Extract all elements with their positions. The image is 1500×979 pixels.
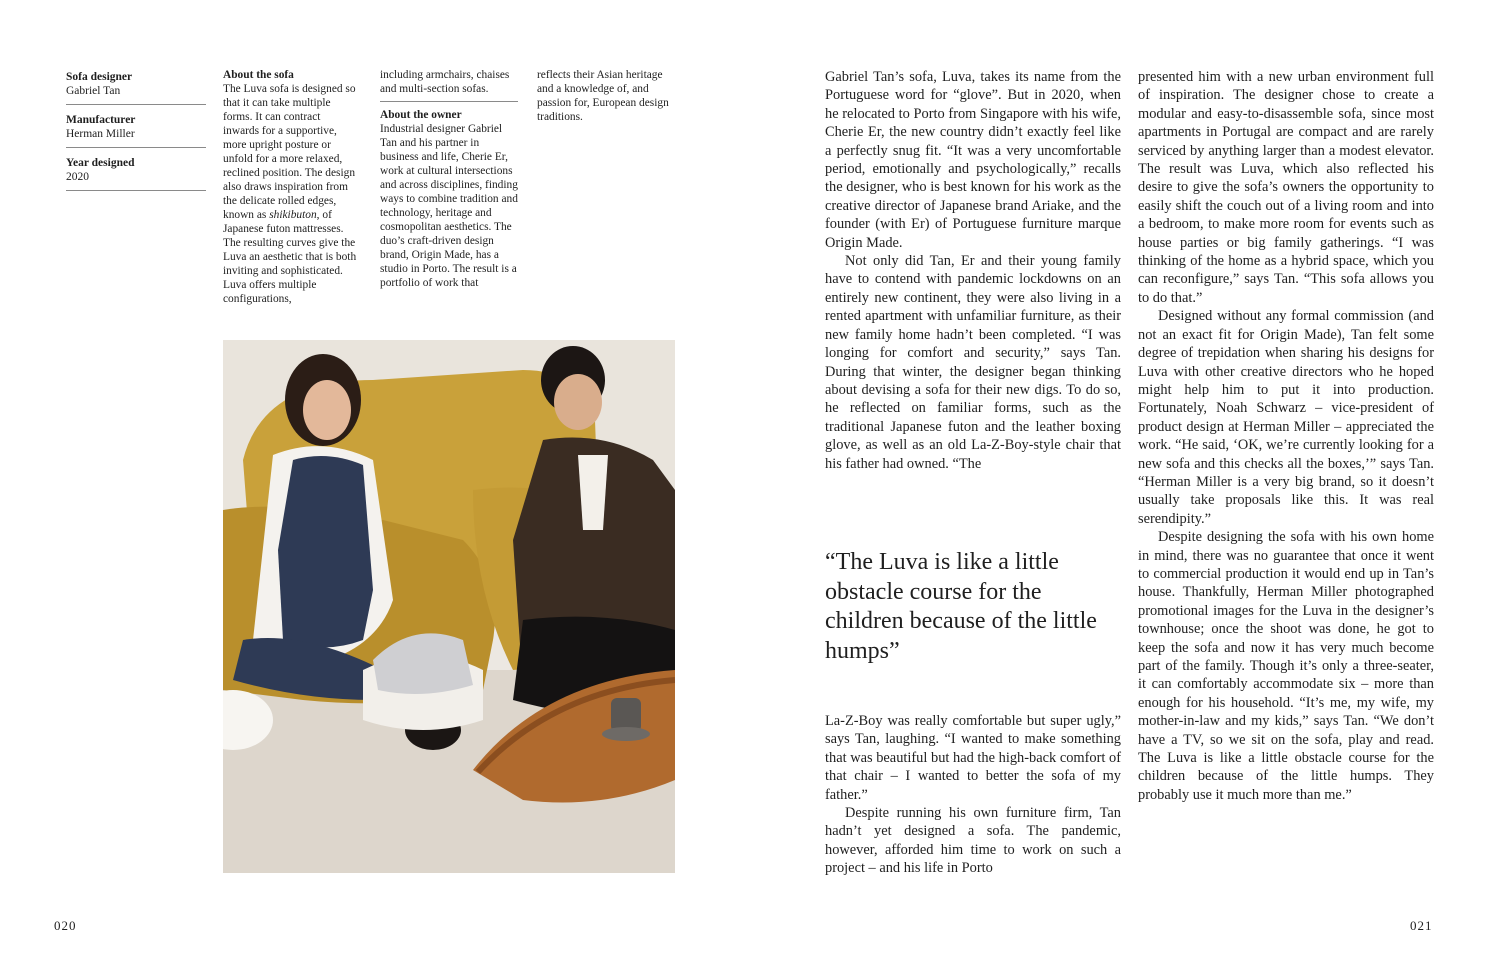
spec-label: Sofa designer	[66, 71, 133, 83]
spec-year-designed	[66, 154, 206, 191]
article-column-1	[825, 68, 1121, 473]
spec-value: Herman Miller	[66, 128, 135, 140]
spec-label: Year designed	[66, 157, 135, 169]
about-sofa-text-part: , of Japanese futon mattresses. The resulting curves give the Luva an aesthetic that is both inviting and sophisticated. Luva offers multiple configurations,	[223, 209, 357, 305]
about-owner-text: Industrial designer Gabriel Tan and his partner in business and life, Cherie Er, work at cultural intersections and across disciplines, finding ways to combine tradition and technology, heritage and cosmopolitan aesthetics. The duo’s craft-driven design brand, Origin Made, has a studio in Porto. The result is a portfolio of work that	[380, 123, 518, 289]
pull-quote: “The Luva is like a little obstacle course for the children because of the little humps”	[825, 549, 1097, 664]
about-owner-continued: reflects their Asian heritage and a knowledge of, and passion for, European design traditions.	[537, 69, 669, 123]
section-divider	[380, 101, 518, 102]
about-owner-column	[380, 68, 520, 290]
about-owner-continued-column	[537, 68, 677, 124]
about-sofa-title: About the sofa	[223, 69, 294, 81]
spec-sofa-designer	[66, 68, 206, 105]
article-paragraph: Not only did Tan, Er and their young family have to contend with pandemic lockdowns on an entirely new continent, they were also living in a rented apartment with unfamiliar furniture, as their new family home hadn’t been completed. “I was longing for comfort and security,” says Tan. During that winter, the designer began thinking about devising a sofa for their new digs. To do so, he reflected on familiar forms, such as the traditional Japanese futon and the leather boxing glove, as well as an old La-Z-Boy-style chair that his father had owned. “The	[825, 253, 1121, 472]
spec-value: 2020	[66, 171, 89, 183]
spec-manufacturer	[66, 111, 206, 148]
article-paragraph: Despite running his own furniture firm, Tan hadn’t yet designed a sofa. The pandemic, however, afforded him time to work on such a project – and his life in Porto	[825, 805, 1121, 877]
article-paragraph: presented him with a new urban environment full of inspiration. The designer chose to create a modular and easy-to-disassemble sofa, since most apartments in Portugal are compact and are rarely serviced by anything larger than a modest elevator. The result was Luva, which also reflected his desire to give the sofa’s owners the opportunity to easily shift the couch out of a living room and into a bedroom, to make more room for events such as house parties or big family gatherings. “I was thinking of the home as a hybrid space, which you can reconfigure,” says Tan. “This sofa allows you to do that.”	[1138, 69, 1434, 306]
about-sofa-italic: shikibuton	[269, 209, 317, 221]
photo-illustration	[223, 340, 675, 873]
article-column-1-continued	[825, 712, 1121, 878]
article-paragraph: Designed without any formal commission (and not an exact fit for Origin Made), Tan felt some degree of trepidation when sharing his designs for Luva with other creative directors who he hoped might help him to put it into production. Fortunately, Noah Schwarz – vice-president of product design at Herman Miller – appreciated the work. “He said, ‘OK, we’re currently looking for a new sofa and this checks all the boxes,’” says Tan. “Herman Miller is a very big brand, so it doesn’t usually take proposals like this. It was real serendipity.”	[1138, 308, 1434, 527]
about-sofa-text	[223, 82, 359, 306]
spec-label: Manufacturer	[66, 114, 136, 126]
spec-value: Gabriel Tan	[66, 85, 121, 97]
about-sofa-column	[223, 68, 359, 306]
page-number-left: 020	[54, 918, 77, 933]
about-owner-title: About the owner	[380, 109, 462, 121]
family-sofa-photo	[223, 340, 675, 873]
article-paragraph: Despite designing the sofa with his own home in mind, there was no guarantee that once it went to commercial production it would end up in Tan’s house. Thankfully, Herman Miller photographed promotional images for the Luva in the designer’s townhouse; once the shoot was done, he got to keep the sofa and now it has very much become part of the family. Though it’s only a three-seater, it can comfortably accommodate six – more than enough for his household. “It’s me, my wife, my mother-in-law and my kids,” says Tan. “We don’t have a TV, so we sit on the sofa, play and read. The Luva is like a little obstacle course for the children because of the little humps. They probably use it much more than me.”	[1138, 529, 1434, 803]
about-sofa-text-part: The Luva sofa is designed so that it can take multiple forms. It can contract inwards for a supportive, more upright posture or unfold for a more relaxed, reclined position. The design also draws inspiration from the delicate rolled edges, known as	[223, 83, 356, 221]
about-sofa-continued: including armchairs, chaises and multi-section sofas.	[380, 69, 510, 95]
specs-panel	[66, 68, 206, 197]
article-column-2	[1138, 68, 1434, 804]
page-number-right: 021	[1410, 918, 1433, 933]
article-paragraph: La-Z-Boy was really comfortable but super ugly,” says Tan, laughing. “I wanted to make something that was beautiful but had the high-back comfort of that chair – I wanted to better the sofa of my father.”	[825, 713, 1121, 803]
article-paragraph: Gabriel Tan’s sofa, Luva, takes its name from the Portuguese word for “glove”. But in 2020, when he relocated to Porto from Singapore with his wife, Cherie Er, the new country didn’t exactly feel like a perfectly snug fit. “It was a very uncomfortable period, emotionally and psychologically,” recalls the designer, who is best known for his work as the creative director of Japanese brand Ariake, and the founder (with Er) of Portuguese furniture marque Origin Made.	[825, 69, 1121, 251]
